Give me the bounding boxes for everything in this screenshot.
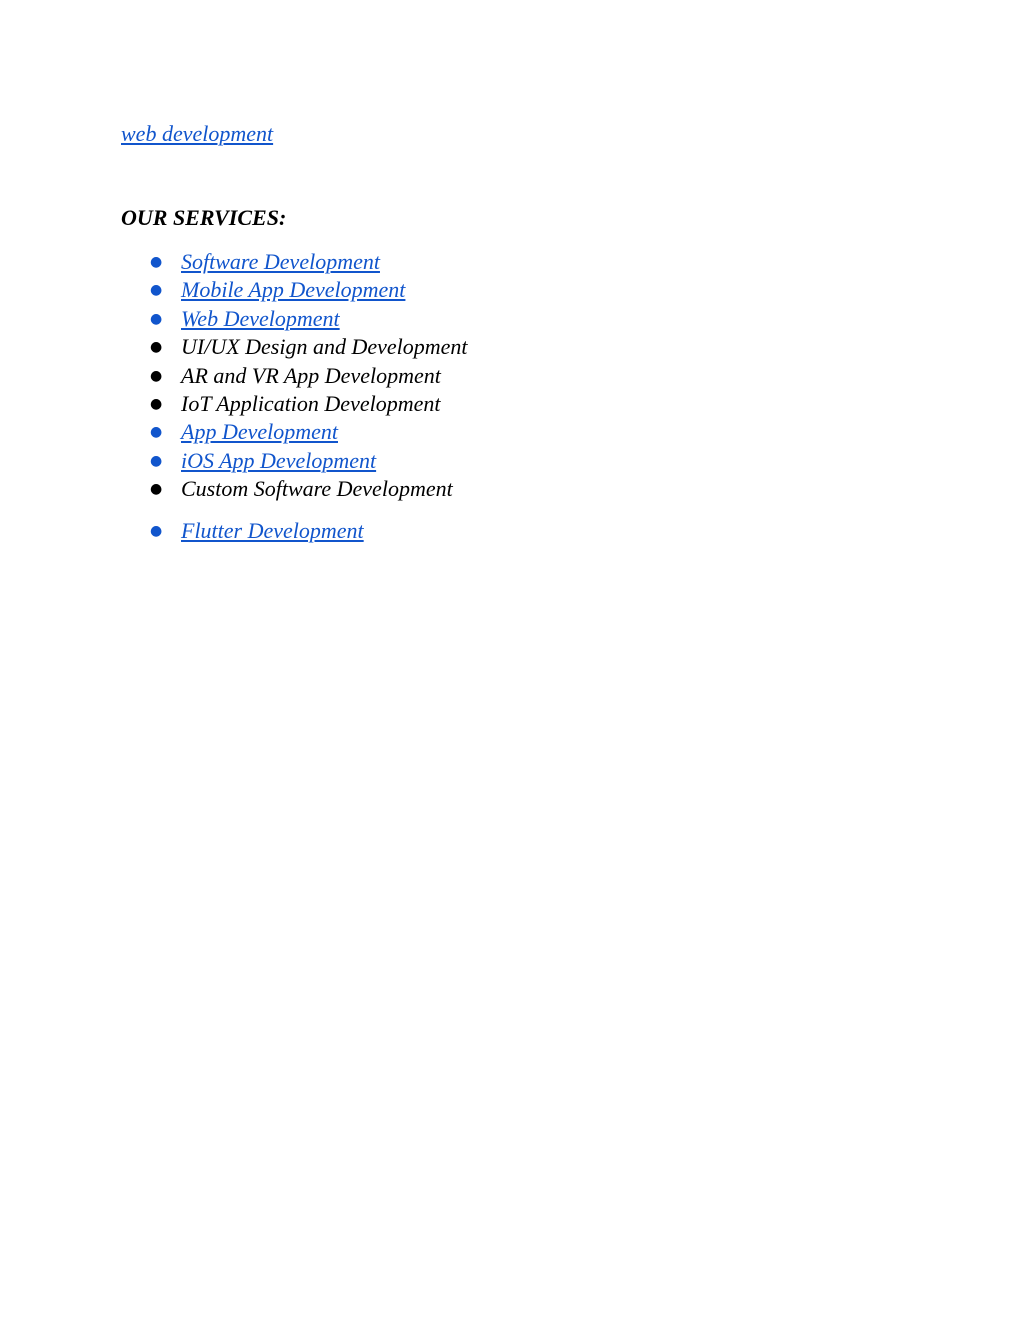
services-list: [0, 247, 1024, 544]
list-item: [0, 516, 1024, 544]
ui-ux-design-text: UI/UX Design and Development: [181, 334, 468, 360]
bullet-icon: ●: [150, 452, 163, 469]
bullet-icon: ●: [150, 522, 163, 539]
web-development-list-link[interactable]: Web Development: [181, 305, 340, 331]
list-item: [0, 361, 1024, 389]
list-item: [0, 275, 1024, 303]
bullet-icon: ●: [150, 282, 163, 299]
list-item: [0, 417, 1024, 445]
list-item: [0, 332, 1024, 360]
web-development-link[interactable]: web development: [121, 121, 274, 146]
list-item: [0, 247, 1024, 275]
ios-app-development-link[interactable]: iOS App Development: [181, 447, 377, 473]
ar-vr-development-text: AR and VR App Development: [181, 362, 441, 388]
app-development-link[interactable]: App Development: [181, 419, 338, 445]
bullet-icon: ●: [150, 395, 163, 412]
list-item: [0, 474, 1024, 502]
iot-development-text: IoT Application Development: [181, 390, 441, 416]
custom-software-development-text: Custom Software Development: [181, 476, 453, 502]
bullet-icon: ●: [150, 481, 163, 498]
bullet-icon: ●: [150, 424, 163, 441]
software-development-link[interactable]: Software Development: [181, 249, 380, 274]
bullet-icon: ●: [150, 367, 163, 384]
list-item: [0, 389, 1024, 417]
bullet-icon: ●: [150, 339, 163, 356]
mobile-app-development-link[interactable]: Mobile App Development: [181, 277, 406, 303]
flutter-development-link[interactable]: Flutter Development: [181, 517, 364, 543]
bullet-icon: ●: [150, 254, 163, 270]
list-item: [0, 446, 1024, 474]
list-item: [0, 304, 1024, 332]
bullet-icon: ●: [150, 310, 163, 327]
services-heading: OUR SERVICES:: [121, 205, 287, 230]
